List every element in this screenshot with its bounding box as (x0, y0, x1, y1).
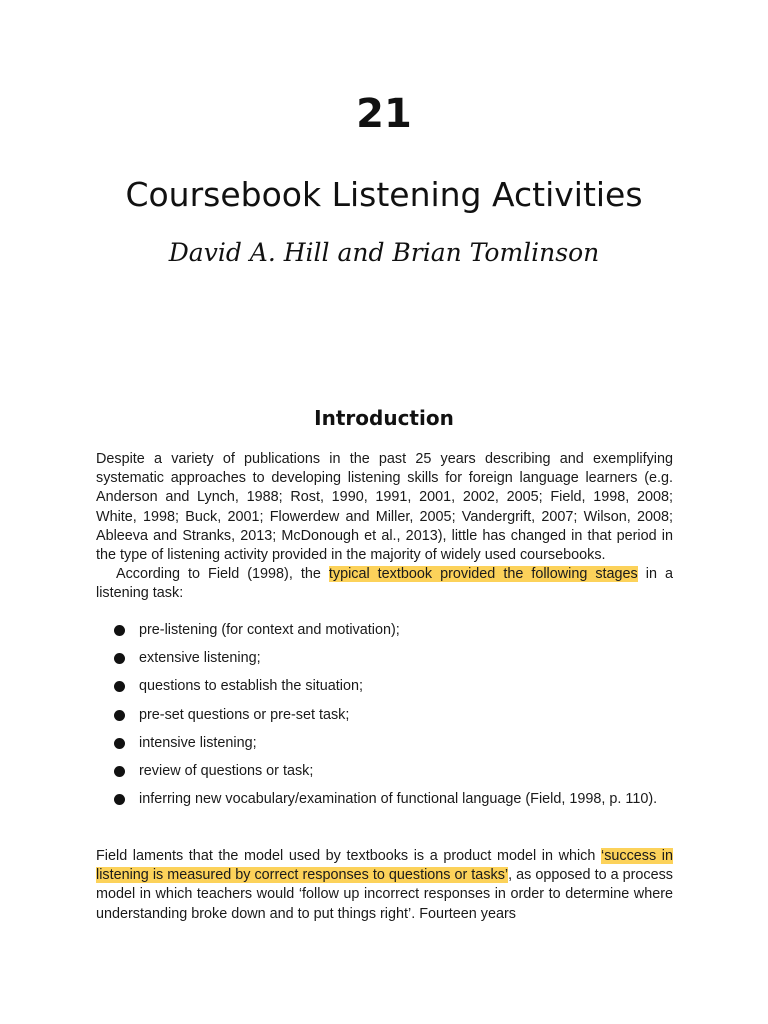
highlighted-text: typical textbook provided the following stages (328, 566, 638, 582)
bullet-icon (114, 625, 125, 636)
bullet-icon (114, 766, 125, 777)
chapter-title: Coursebook Listening Activities (125, 175, 643, 214)
list-item (112, 734, 673, 753)
paragraph-text: Field laments that the model used by textbooks is a product model in which (96, 848, 601, 864)
list-item-text: extensive listening; (139, 650, 261, 667)
field-laments-paragraph (96, 847, 673, 924)
list-item (112, 677, 673, 696)
bullet-icon (114, 738, 125, 749)
list-item-text: intensive listening; (139, 734, 257, 751)
list-item (112, 621, 673, 640)
listening-stages-list (112, 621, 673, 818)
bullet-icon (114, 653, 125, 664)
list-item (112, 762, 673, 781)
list-item-text: pre-set questions or pre-set task; (139, 706, 350, 723)
paragraph-text: , as opposed to a process model in which teachers would ‘follow up incorrect responses in order to determine where understanding broke down and to put things right’. Fourteen years (96, 867, 674, 922)
section-heading: Introduction (314, 406, 454, 430)
list-item-text: review of questions or task; (139, 763, 314, 780)
bullet-icon (114, 710, 125, 721)
list-item (112, 790, 673, 809)
field-stages-paragraph (96, 565, 673, 603)
list-item-text: pre-listening (for context and motivation); (139, 622, 400, 638)
highlighted-text: ‘success in listening is measured by correct responses to questions or tasks’ (96, 848, 673, 884)
list-item-text: inferring new vocabulary/examination of functional language (Field, 1998, p. 110). (139, 791, 658, 808)
chapter-authors: David A. Hill and Brian Tomlinson (168, 238, 600, 267)
list-item (112, 649, 673, 668)
list-item (112, 706, 673, 725)
intro-paragraph: Despite a variety of publications in the past 25 years describing and exemplifying systematic approaches to developing listening skills for foreign language learners (e.g. Anderson and Lynch, 1988; Rost, 1990, 1991, 2001, 2002, 2005; Field, 1998, 2008; White, 1998; Buck, 2001; Flowerdew and Miller, 2005; Vandergrift, 2007; Wilson, 2008; Ableeva and Stranks, 2013; McDonough et al., 2013), little has changed in that period in the type of listening activity provided in the majority of widely used coursebooks. (96, 451, 673, 564)
bullet-icon (114, 794, 125, 805)
bullet-icon (114, 681, 125, 692)
paragraph-text: According to Field (1998), the (116, 566, 329, 582)
paragraph-text: in a listening task: (96, 566, 673, 602)
chapter-number: 21 (356, 91, 412, 137)
list-item-text: questions to establish the situation; (139, 678, 363, 695)
